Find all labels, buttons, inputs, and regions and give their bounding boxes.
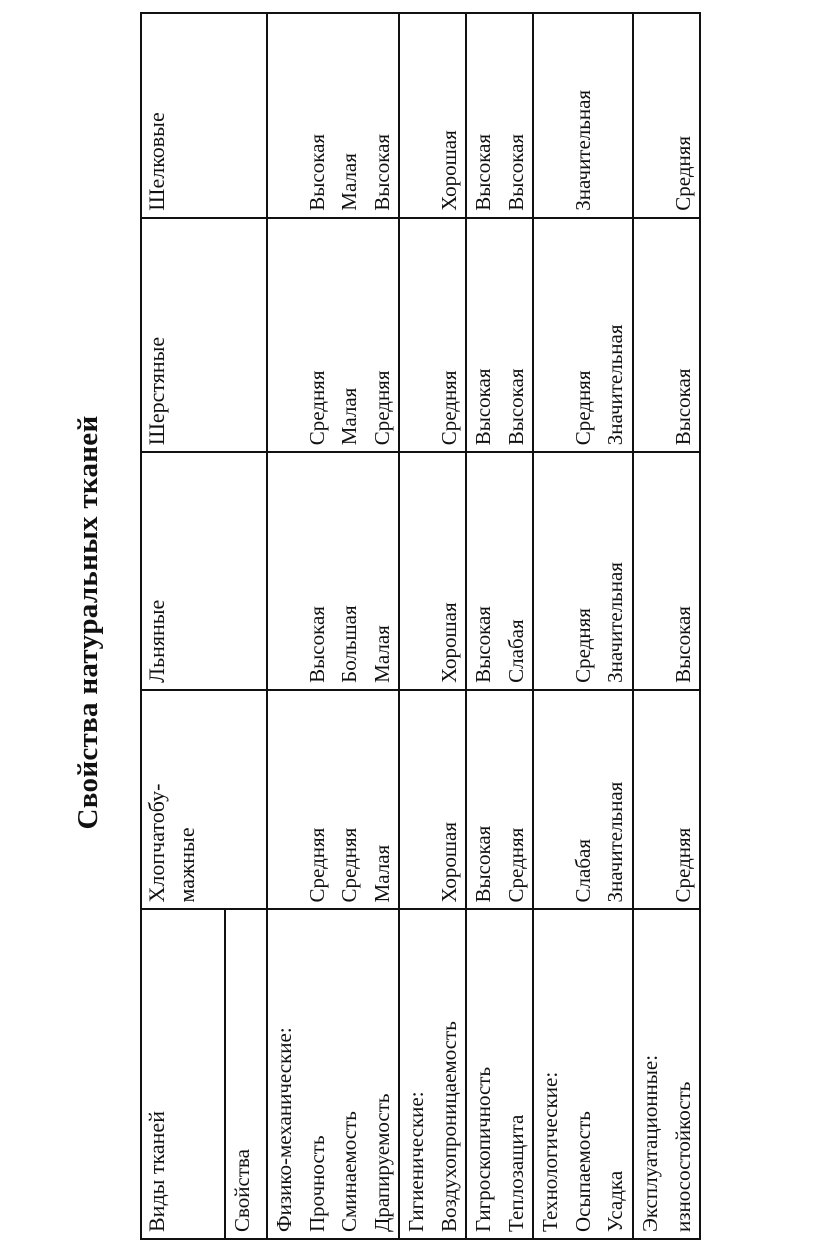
- property-value: Значительная: [603, 324, 628, 446]
- property-value: Малая: [369, 844, 394, 903]
- property-value: Высокая: [471, 368, 496, 446]
- property-value: Средняя: [337, 827, 362, 903]
- property-value: Высокая: [304, 606, 329, 683]
- property-label: Драпируемость: [369, 1093, 394, 1232]
- group-spacer: [400, 225, 433, 446]
- property-value: Средняя: [304, 370, 329, 446]
- property-label: Сминаемость: [337, 1111, 362, 1232]
- property-value: Средняя: [436, 370, 461, 446]
- property-label: Гигроскопичность: [471, 1066, 496, 1232]
- group-spacer: [268, 459, 301, 683]
- group-name: Эксплуатационные:: [638, 1054, 663, 1232]
- table-row: [466, 13, 533, 1239]
- property-label: Осыпаемость: [570, 1111, 595, 1232]
- table-row: [533, 13, 633, 1239]
- column-header-cotton-line-1: Хлопчатобу-: [144, 783, 169, 903]
- group-spacer: [634, 459, 667, 683]
- property-value: Высокая: [670, 606, 695, 683]
- property-value: Средняя: [670, 827, 695, 903]
- group-spacer: [400, 697, 433, 903]
- property-value: Высокая: [670, 368, 695, 446]
- property-label: Воздухопроницаемость: [436, 1021, 461, 1232]
- group-name: Физико-механические:: [272, 1027, 296, 1232]
- value-cell: [267, 218, 399, 453]
- property-value: Высокая: [471, 606, 496, 683]
- value-cell: [466, 13, 533, 218]
- value-cell: [633, 452, 700, 690]
- property-value: Малая: [337, 387, 362, 446]
- value-cell: [633, 13, 700, 218]
- value-cell: [533, 690, 633, 910]
- property-value: Большая: [337, 605, 362, 683]
- value-cell: [633, 690, 700, 910]
- value-cell: [267, 690, 399, 910]
- group-spacer: [268, 20, 301, 211]
- column-header-linen: Льняные: [141, 452, 267, 690]
- page-title: Свойства натуральных тканей: [72, 415, 104, 830]
- property-value: Средняя: [570, 370, 595, 446]
- table-row: [399, 13, 466, 1239]
- corner-header-fabric-types: Виды тканей: [141, 909, 225, 1239]
- group-spacer: [534, 459, 567, 683]
- value-cell: [533, 13, 633, 218]
- property-value: [599, 20, 632, 211]
- property-value: Высокая: [471, 133, 496, 211]
- header-row: [141, 13, 225, 1239]
- property-value: Значительная: [603, 562, 628, 683]
- value-cell: [399, 13, 466, 218]
- value-cell: [533, 452, 633, 690]
- property-value: Значительная: [603, 781, 628, 903]
- property-label: Усадка: [603, 1170, 628, 1232]
- property-value: Слабая: [503, 619, 528, 683]
- property-value: Средняя: [503, 827, 528, 903]
- value-cell: [399, 218, 466, 453]
- group-name: Гигиенические:: [404, 1091, 429, 1232]
- property-value: Малая: [337, 153, 362, 211]
- property-value: Высокая: [503, 133, 528, 211]
- group-spacer: [400, 20, 433, 211]
- group-spacer: [268, 697, 301, 903]
- property-value: Высокая: [369, 133, 394, 211]
- value-cell: [267, 452, 399, 690]
- property-value: Средняя: [570, 608, 595, 683]
- property-cell: [633, 909, 700, 1239]
- property-cell: [533, 909, 633, 1239]
- property-value: Слабая: [570, 838, 595, 903]
- value-cell: [399, 690, 466, 910]
- property-label: Теплозащита: [503, 1114, 528, 1232]
- group-spacer: [634, 225, 667, 446]
- value-cell: [633, 218, 700, 453]
- value-cell: [466, 218, 533, 453]
- value-cell: [466, 452, 533, 690]
- group-spacer: [400, 459, 433, 683]
- value-cell: [399, 452, 466, 690]
- value-cell: [466, 690, 533, 910]
- table-row: [633, 13, 700, 1239]
- property-value: Значительная: [570, 89, 595, 211]
- column-header-cotton: [141, 690, 267, 910]
- property-value: Хорошая: [436, 130, 461, 211]
- value-cell: [267, 13, 399, 218]
- property-value: Хорошая: [436, 602, 461, 683]
- property-cell: [399, 909, 466, 1239]
- corner-header-properties: Свойства: [225, 909, 267, 1239]
- property-value: Высокая: [304, 133, 329, 211]
- property-label: износостойкость: [670, 1081, 695, 1232]
- group-spacer: [634, 697, 667, 903]
- property-value: Средняя: [670, 135, 695, 211]
- column-header-silk: Шелковые: [141, 13, 267, 218]
- property-cell: [466, 909, 533, 1239]
- property-value: Высокая: [471, 825, 496, 903]
- table-body: [267, 13, 700, 1239]
- property-cell: [267, 909, 399, 1239]
- value-cell: [533, 218, 633, 453]
- table-row: [267, 13, 399, 1239]
- property-value: Средняя: [369, 370, 394, 446]
- group-spacer: [634, 20, 667, 211]
- property-value: Высокая: [503, 368, 528, 446]
- properties-table: [140, 12, 701, 1240]
- property-label: Прочность: [304, 1135, 329, 1232]
- column-header-cotton-line-2: мажные: [173, 827, 199, 903]
- property-value: Средняя: [304, 827, 329, 903]
- group-spacer: [534, 697, 567, 903]
- property-value: Хорошая: [436, 821, 461, 903]
- group-spacer: [534, 20, 567, 211]
- group-name: Технологические:: [538, 1071, 563, 1232]
- group-spacer: [268, 225, 301, 446]
- column-header-wool: Шерстяные: [141, 218, 267, 453]
- property-value: Малая: [369, 625, 394, 683]
- group-spacer: [534, 225, 567, 446]
